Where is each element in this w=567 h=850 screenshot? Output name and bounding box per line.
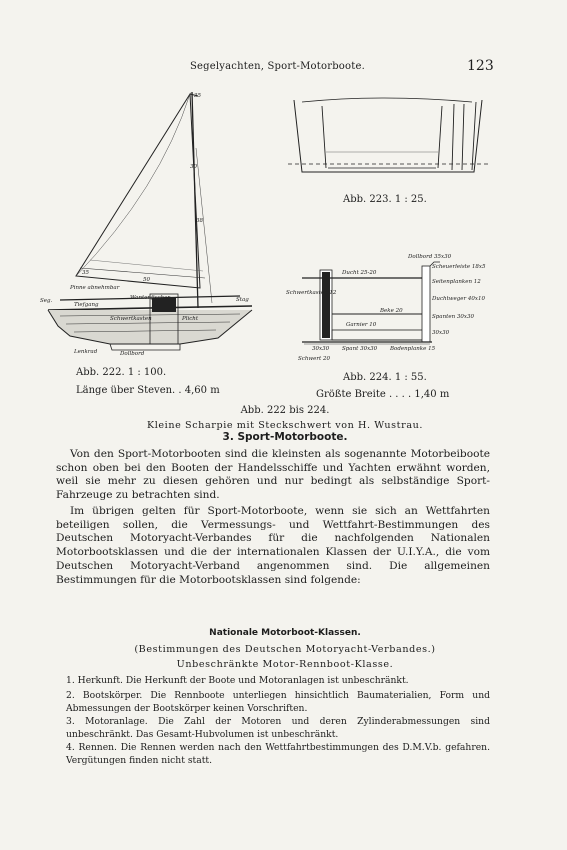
section-figure (282, 92, 494, 188)
midship-label: Beke 20 (380, 308, 403, 314)
fig-224-caption: Abb. 224. 1 : 55. (343, 372, 427, 383)
sail-label: Pinne abnehmbar (70, 285, 120, 291)
rule-item: 4. Rennen. Die Rennen werden nach den Wettfahrtbestimmungen des D.M.V.b. gefahren. Vergütungen finden nicht statt. (66, 742, 490, 766)
fig-224-breadth: Größte Breite . . . . 1,40 m (316, 389, 450, 400)
sail-label: Lenkrad (74, 349, 98, 355)
sail-plan-figure (40, 88, 270, 360)
section-heading: 3. Sport-Motorboote. (222, 431, 348, 443)
midship-label: Garnier 10 (346, 322, 377, 328)
fig-222-caption: Abb. 222. 1 : 100. (76, 367, 167, 378)
classes-heading: Nationale Motorboot-Klassen. (209, 628, 361, 638)
midship-label: Seitenplanken 12 (432, 279, 481, 285)
sail-label: Plicht (182, 316, 199, 322)
figure-range-caption: Abb. 222 bis 224. (240, 405, 330, 416)
sail-label: Stag (236, 297, 249, 303)
midship-label: Scheuerleiste 18x5 (432, 264, 486, 270)
page-number: 123 (467, 58, 494, 74)
sail-label: 30 (190, 164, 197, 170)
paragraph-1-text: Von den Sport-Motorbooten sind die kleinsten als sogenannte Motorbeiboote schon oben bei den Booten der Handelsschiffe und Yachten erwähnt worden, weil sie mehr zu diesen gehören und nur bedingt als selbständige Sport-Fahrzeuge zu betrachten sind. (56, 448, 490, 502)
sail-label: 50 (143, 277, 150, 283)
sail-label: Tiefgang (74, 302, 99, 308)
sail-label: Schwertkasten (110, 316, 152, 322)
sail-label: 38 (196, 218, 203, 224)
class-name: Unbeschränkte Motor-Rennboot-Klasse. (176, 659, 394, 670)
midship-label: Dollbord 35x30 (408, 254, 452, 260)
paragraph-2-text: Im übrigen gelten für Sport-Motorboote, wenn sie sich an Wettfahrten beteiligen sollen, die Vermessungs- und Wettfahrt-Bestimmungen des Deutschen Motoryacht-Verbandes für die nachfolgenden Nationalen Motorbootsklassen und die der internationalen Klassen der U.I.Y.A., die vom Deutschen Motoryacht-Verband angenommen sind. Die allgemeinen Bestimmungen für die Motorbootsklassen sind folgende: (56, 505, 490, 586)
midship-label: Spant 30x30 (342, 346, 378, 352)
rule-item: 1. Herkunft. Die Herkunft der Boote und Motoranlagen ist unbeschränkt. (66, 675, 409, 686)
sail-label: Seg. (40, 298, 53, 304)
sail-label: 35 (82, 270, 89, 276)
paragraph-1 (56, 448, 490, 503)
fig-222-length: Länge über Steven. . 4,60 m (76, 385, 220, 396)
sail-label: Dollbord (120, 351, 145, 357)
paragraph-2 (56, 505, 490, 587)
midship-label: Ducht 25-20 (342, 270, 377, 276)
classes-subtitle: (Bestimmungen des Deutschen Motoryacht-Verbandes.) (134, 644, 436, 655)
midship-label: 30x30 (312, 346, 330, 352)
midship-label: Spanten 30x30 (432, 314, 474, 320)
midship-label: Schwert 20 (298, 356, 330, 362)
midship-label: Schwertkasten 12 (286, 290, 337, 296)
midship-figure (282, 250, 496, 366)
rule-item: 2. Bootskörper. Die Rennboote unterliegen hinsichtlich Baumaterialien, Form und Abmessungen der Bootskörper keinen Vorschriften. (66, 690, 490, 714)
fig-223-caption: Abb. 223. 1 : 25. (343, 194, 427, 205)
sail-label: 35 (194, 93, 201, 99)
sail-label: Wantenfischer (130, 295, 171, 301)
rule-item: 3. Motoranlage. Die Zahl der Motoren und deren Zylinderabmessungen sind unbeschränkt. Das Gesamt-Hubvolumen ist unbeschränkt. (66, 716, 490, 740)
running-header: Segelyachten, Sport-Motorboote. (190, 61, 365, 72)
midship-label: 30x30 (432, 330, 450, 336)
figure-title-caption: Kleine Scharpie mit Steckschwert von H. Wustrau. (146, 420, 424, 431)
midship-label: Duchtweger 40x10 (432, 296, 485, 302)
midship-label: Bodenplanke 15 (390, 346, 436, 352)
